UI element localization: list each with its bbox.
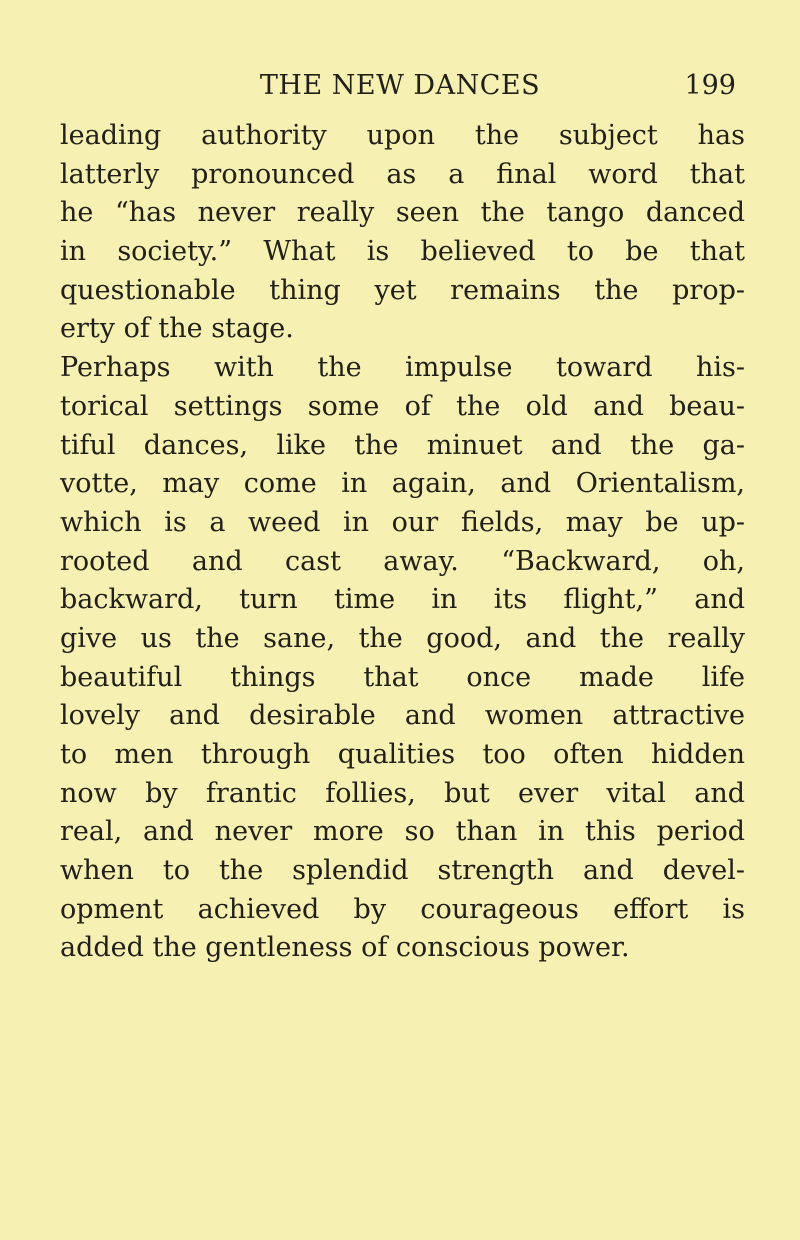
text-line: in society.” What is believed to be that xyxy=(60,236,745,268)
running-head: THE NEW DANCES xyxy=(259,70,541,101)
page-number: 199 xyxy=(684,70,736,101)
text-line: backward, turn time in its flight,” and xyxy=(60,584,745,616)
text-line: which is a weed in our fields, may be up- xyxy=(60,506,745,538)
text-line: to men through qualities too often hidden xyxy=(60,739,745,770)
text-line: beautiful things that once made life xyxy=(60,661,745,693)
text-line: torical settings some of the old and beau- xyxy=(60,390,745,422)
text-line: rooted and cast away. “Backward, oh, xyxy=(60,545,745,577)
text-line: questionable thing yet remains the prop- xyxy=(60,274,745,306)
text-line: real, and never more so than in this period xyxy=(60,816,745,848)
text-line: votte, may come in again, and Orientalism, xyxy=(60,468,745,500)
text-line: tiful dances, like the minuet and the ga- xyxy=(60,429,745,461)
page-header xyxy=(60,66,740,106)
text-line: added the gentleness of conscious power. xyxy=(60,932,630,964)
text-line: when to the splendid strength and devel- xyxy=(60,855,745,887)
text-line: latterly pronounced as a final word that xyxy=(60,158,745,190)
text-line: give us the sane, the good, and the really xyxy=(60,622,745,654)
text-line: opment achieved by courageous effort is xyxy=(60,893,745,925)
body-text xyxy=(60,117,745,968)
text-line: lovely and desirable and women attractive xyxy=(60,700,745,732)
text-line: he “has never really seen the tango danced xyxy=(60,197,745,229)
text-line: erty of the stage. xyxy=(60,313,294,345)
text-line: Perhaps with the impulse toward his- xyxy=(60,352,745,384)
text-line: leading authority upon the subject has xyxy=(60,120,745,151)
text-line: now by frantic follies, but ever vital and xyxy=(60,777,745,809)
